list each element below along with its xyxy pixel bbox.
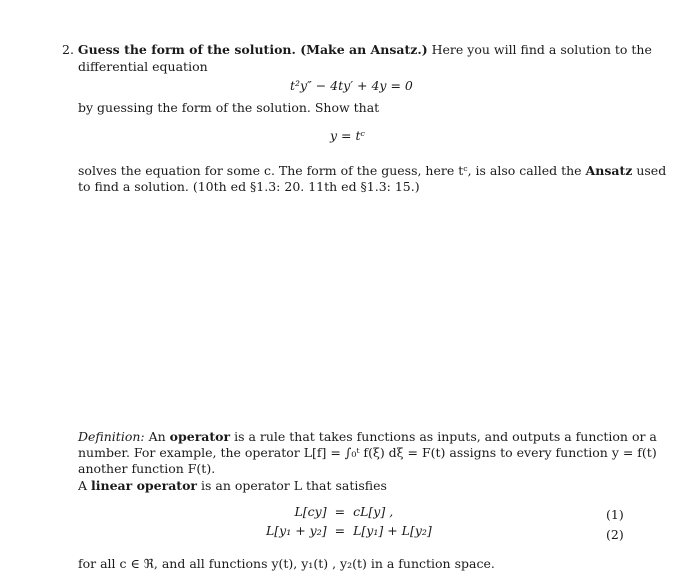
equation-row-2: [262, 521, 436, 540]
eq1-lhs: L[cy]: [294, 504, 327, 519]
definition-lead: An: [148, 429, 166, 444]
linearity-equations: [262, 502, 436, 540]
definition-line3: another function F(t).: [78, 461, 216, 476]
problem-intro: Here you will find a solution to the: [431, 42, 652, 57]
problem-title: Guess the form of the solution. (Make an Ansatz.): [77, 42, 428, 57]
linear-operator-line: [78, 478, 387, 493]
ansatz-term: Ansatz: [585, 163, 633, 178]
definition-label: Definition:: [78, 429, 145, 444]
problem-number: 2.: [62, 42, 74, 57]
eq2-equals: =: [334, 523, 346, 538]
eq1-rhs: cL[y] ,: [353, 504, 394, 519]
differential-equation: t²y″ − 4ty′ + 4y = 0: [290, 78, 413, 93]
operator-term: operator: [169, 429, 231, 444]
equation-number-2: (2): [606, 527, 624, 542]
solves-text: solves the equation for some c. The form of the guess, here tᶜ, is also called the: [78, 163, 582, 178]
equation-row-1: [262, 502, 436, 521]
problem-intro-line2: differential equation: [78, 59, 208, 74]
eq2-rhs: L[y₁] + L[y₂]: [353, 523, 432, 538]
definition-footer: for all c ∈ ℜ, and all functions y(t), y₁(t) , y₂(t) in a function space.: [78, 556, 495, 571]
definition-line2: number. For example, the operator L[f] = ∫₀ᵗ f(ξ) dξ = F(t) assigns to every function y = f(t): [78, 445, 657, 460]
guess-sentence: by guessing the form of the solution. Show that: [78, 100, 380, 115]
problem-header: [62, 42, 652, 57]
solves-line1: [78, 163, 666, 178]
linear-operator-term: linear operator: [91, 478, 198, 493]
solves-used: used: [636, 163, 667, 178]
definition-rest: is a rule that takes functions as inputs, and outputs a function or a: [234, 429, 657, 444]
solves-line2: to find a solution. (10th ed §1.3: 20. 11th ed §1.3: 15.): [78, 179, 420, 194]
equation-number-1: (1): [606, 507, 624, 522]
guess-equation: y = tᶜ: [330, 128, 365, 143]
eq1-equals: =: [334, 504, 346, 519]
definition-line1: [78, 429, 657, 444]
linear-lead: A: [78, 478, 88, 493]
linear-rest: is an operator L that satisfies: [201, 478, 387, 493]
eq2-lhs: L[y₁ + y₂]: [266, 523, 327, 538]
